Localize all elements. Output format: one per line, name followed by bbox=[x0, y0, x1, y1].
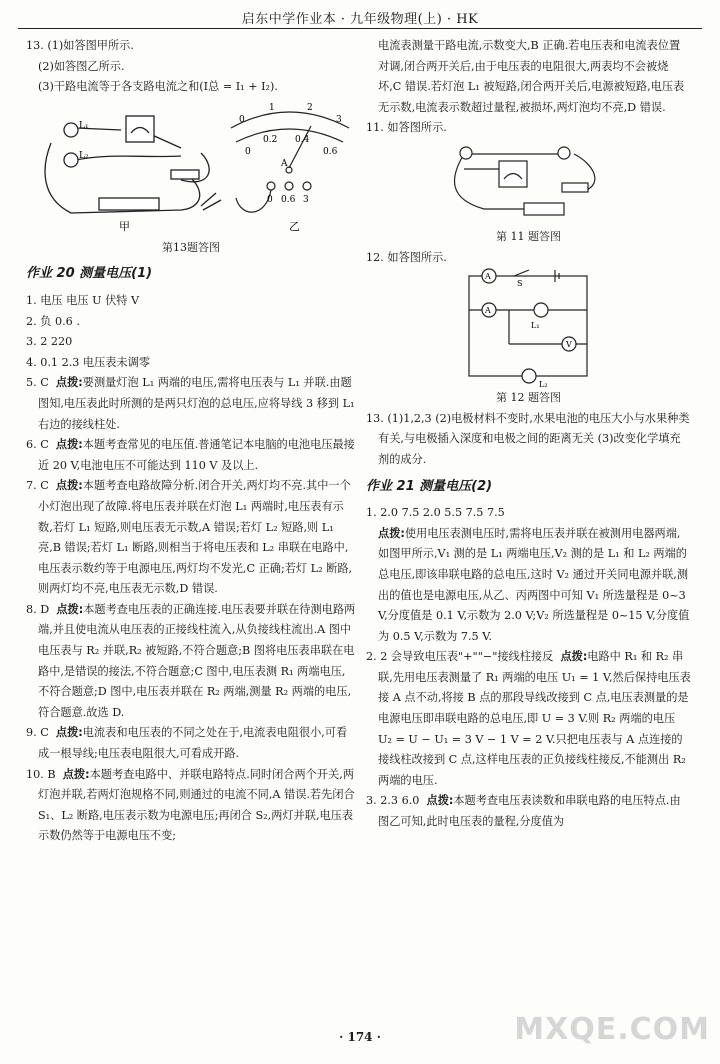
q13-line1: 13. (1)如答图甲所示. bbox=[26, 39, 134, 52]
s21-answer-1: 1. 2.0 7.5 2.0 5.5 7.5 7.5 bbox=[366, 506, 505, 520]
q11: 11. 如答图所示. bbox=[366, 121, 447, 135]
q13-line3: (3)干路电流等于各支路电流之和(I总 = I₁ + I₂). bbox=[38, 80, 278, 94]
q13-line2: (2)如答图乙所示. bbox=[38, 59, 125, 73]
right-column bbox=[366, 36, 691, 833]
answer-5: 5. C 点拨:要测量灯泡 L₁ 两端的电压,需将电压表与 L₁ 并联.由题图知,电压表此时所测的是两只灯泡的总电压,应将导线 3 移到 L₁ 右边的接线柱处. bbox=[26, 376, 355, 431]
binding-edge-marks bbox=[0, 40, 8, 76]
answer-8: 8. D 点拨:本题考查电压表的正确连接.电压表要并联在待测电路两端,并且使电流从电压表的正接线柱流入,从负接线柱流出.A 图中电压表与 R₂ 并联,R₂ 被短路,不符合题意;B 图将电压表串联在电路中,是错误的接法,不符合题意;C 图中,电压表测 R₁ 两端电压,不符合题意;D 图中,电压表并联在 R₂ 两端,测量 R₂ 两端的电压,符合题意.故选 D. bbox=[26, 602, 356, 719]
answer-2: 2. 负 0.6 . bbox=[26, 314, 80, 328]
q12: 12. 如答图所示. bbox=[366, 250, 447, 264]
answer-3: 3. 2 220 bbox=[26, 335, 73, 349]
terminal-a: A bbox=[281, 158, 288, 169]
s21-answer-3: 3. 2.3 6.0 点拨:本题考查电压表读数和串联电路的电压特点.由图乙可知,此时电压表的量程,分度值为 bbox=[366, 794, 681, 829]
q13-right: 13. (1)1,2,3 (2)电极材料不变时,水果电池的电压大小与水果种类有关,与电极插入深度和电极之间的距离无关 (3)改变化学填充剂的成分. bbox=[366, 411, 690, 466]
scale-bot-06: 0.6 bbox=[323, 146, 338, 157]
scale-top-0: 0 bbox=[239, 114, 245, 125]
fig-b-label: 乙 bbox=[289, 219, 300, 233]
answer-9: 9. C 点拨:电流表和电压表的不同之处在于,电流表电阻很小,可看成一根导线;电压表电阻很大,可看成开路. bbox=[26, 726, 348, 761]
answer-4: 4. 0.1 2.3 电压表未调零 bbox=[26, 355, 151, 369]
answer-1: 1. 电压 电压 U 伏特 V bbox=[26, 293, 140, 307]
section-21-title: 作业 21 测量电压(2) bbox=[366, 478, 493, 494]
fig12-lamp2: L₂ bbox=[538, 380, 548, 389]
left-column bbox=[26, 36, 356, 847]
scale-bot-04: 0.4 bbox=[295, 134, 310, 145]
page-number: · 174 · bbox=[339, 1030, 381, 1044]
figure-12-caption: 第 12 题答图 bbox=[496, 391, 561, 405]
hint-label: 点拨: bbox=[55, 438, 83, 452]
fig12-ammeter2: A bbox=[484, 306, 491, 316]
hint-label: 点拨: bbox=[55, 376, 83, 390]
header-rule bbox=[18, 28, 702, 29]
lamp-label-l2: L₂ bbox=[79, 150, 89, 161]
hint-label: 点拨: bbox=[56, 602, 84, 616]
figure-13a-circuit bbox=[45, 116, 221, 213]
scale-top-1: 1 bbox=[269, 102, 275, 113]
scale-top-3: 3 bbox=[336, 114, 342, 125]
figure-11-caption: 第 11 题答图 bbox=[496, 229, 561, 243]
terminal-06: 0.6 bbox=[281, 194, 296, 205]
terminal-0: 0 bbox=[267, 194, 273, 205]
answer-10: 10. B 点拨:本题考查电路中、并联电路特点.同时闭合两个开关,两灯泡并联,若两灯泡规格不同,则通过的电流不同,A 错误.若先闭合 S₁、L₂ 断路,电压表示数为电源电压;再闭合 S₂,两灯并联,电压表示数仍然等于电源电压不变; bbox=[26, 767, 355, 843]
hint-label: 点拨: bbox=[55, 726, 83, 740]
figure-13 bbox=[31, 98, 351, 238]
figure-11 bbox=[444, 139, 614, 227]
answer-6: 6. C 点拨:本题考查常见的电压值.普通笔记本电脑的电池电压最接近 20 V,电池电压不可能达到 110 V 及以上. bbox=[26, 438, 355, 472]
figure-13-caption: 第13题答图 bbox=[162, 240, 220, 254]
fig12-ammeter1: A bbox=[484, 272, 491, 282]
s21-answer-1-note: 点拨:使用电压表测电压时,需将电压表并联在被测用电器两端,如图甲所示,V₁ 测的是 L₁ 两端电压,V₂ 测的是 L₁ 和 L₂ 两端的总电压,即该串联电路的总电压,这时 V₂ 通过开关同电源并联,测出的值也是电源电压,从乙、丙两图中可知 V₁ 所选量程是 0~3 V,分度值是 0.1 V,示数为 2.0 V;V₂ 所选量程是 0~15 V,分度值为 0.5 V,示数为 7.5 V. bbox=[378, 526, 690, 643]
s21-answer-2: 2. 2 会导致电压表"+""−"接线柱接反 点拨:电路中 R₁ 和 R₂ 串联,先用电压表测量了 R₁ 两端的电压 U₁ = 1 V,然后保持电压表接 A 点不动,将接 B 点的那段导线改接到 C 点,电压表测量的是电源电压即串联电路的总电压,即 U = 3 V.则 R₂ 两端的电压 U₂ = U − U₁ = 3 V − 1 V = 2 V.只把电压表与 A 点连接的接线柱改接到 C 点,这样电压表的正负接线柱接反,不能测出 R₂ 两端的电压. bbox=[366, 650, 691, 787]
watermark-logo: MXQE.COM bbox=[514, 1012, 710, 1047]
fig12-switch: S bbox=[516, 279, 522, 289]
scale-bot-0: 0 bbox=[245, 146, 251, 157]
hint-label: 点拨: bbox=[426, 794, 454, 808]
lamp-label-l1: L₁ bbox=[79, 120, 89, 131]
terminal-3: 3 bbox=[303, 194, 309, 205]
figure-12 bbox=[459, 268, 599, 388]
fig-a-label: 甲 bbox=[119, 219, 130, 233]
hint-label: 点拨: bbox=[62, 767, 90, 781]
page-header: 启东中学作业本 · 九年级物理(上) · HK bbox=[241, 12, 479, 27]
answer-10-cont: 电流表测量干路电流,示数变大,B 正确.若电压表和电流表位置对调,闭合两开关后,由于电压表的电阻很大,两表均不会被烧坏,C 错误.若灯泡 L₁ 被短路,闭合两开关后,电源被短路,电压表无示数,电流表示数超过量程,被损坏,两灯泡均不亮,D 错误. bbox=[378, 39, 685, 114]
hint-label: 点拨: bbox=[378, 526, 405, 540]
hint-label: 点拨: bbox=[55, 479, 83, 493]
section-20-title: 作业 20 测量电压(1) bbox=[26, 266, 153, 282]
scale-top-2: 2 bbox=[307, 102, 313, 113]
fig12-voltmeter: V bbox=[565, 340, 572, 350]
scale-bot-02: 0.2 bbox=[263, 134, 278, 145]
hint-label: 点拨: bbox=[560, 650, 588, 664]
fig12-lamp1: L₁ bbox=[530, 321, 540, 331]
answer-7: 7. C 点拨:本题考查电路故障分析.闭合开关,两灯均不亮.其中一个小灯泡出现了故障.将电压表并联在灯泡 L₁ 两端时,电压表有示数,若灯 L₁ 短路,则电压表无示数,A 错误;若灯 L₂ 短路,则 L₁ 亮,B 错误;若灯 L₁ 断路,则相当于将电压表和 L₂ 串联在电路中,电压表示数约等于电源电压,两灯均不发光,C 正确;若灯 L₂ 断路,则两灯均不亮,电压表无示数,D 错误. bbox=[26, 479, 353, 596]
